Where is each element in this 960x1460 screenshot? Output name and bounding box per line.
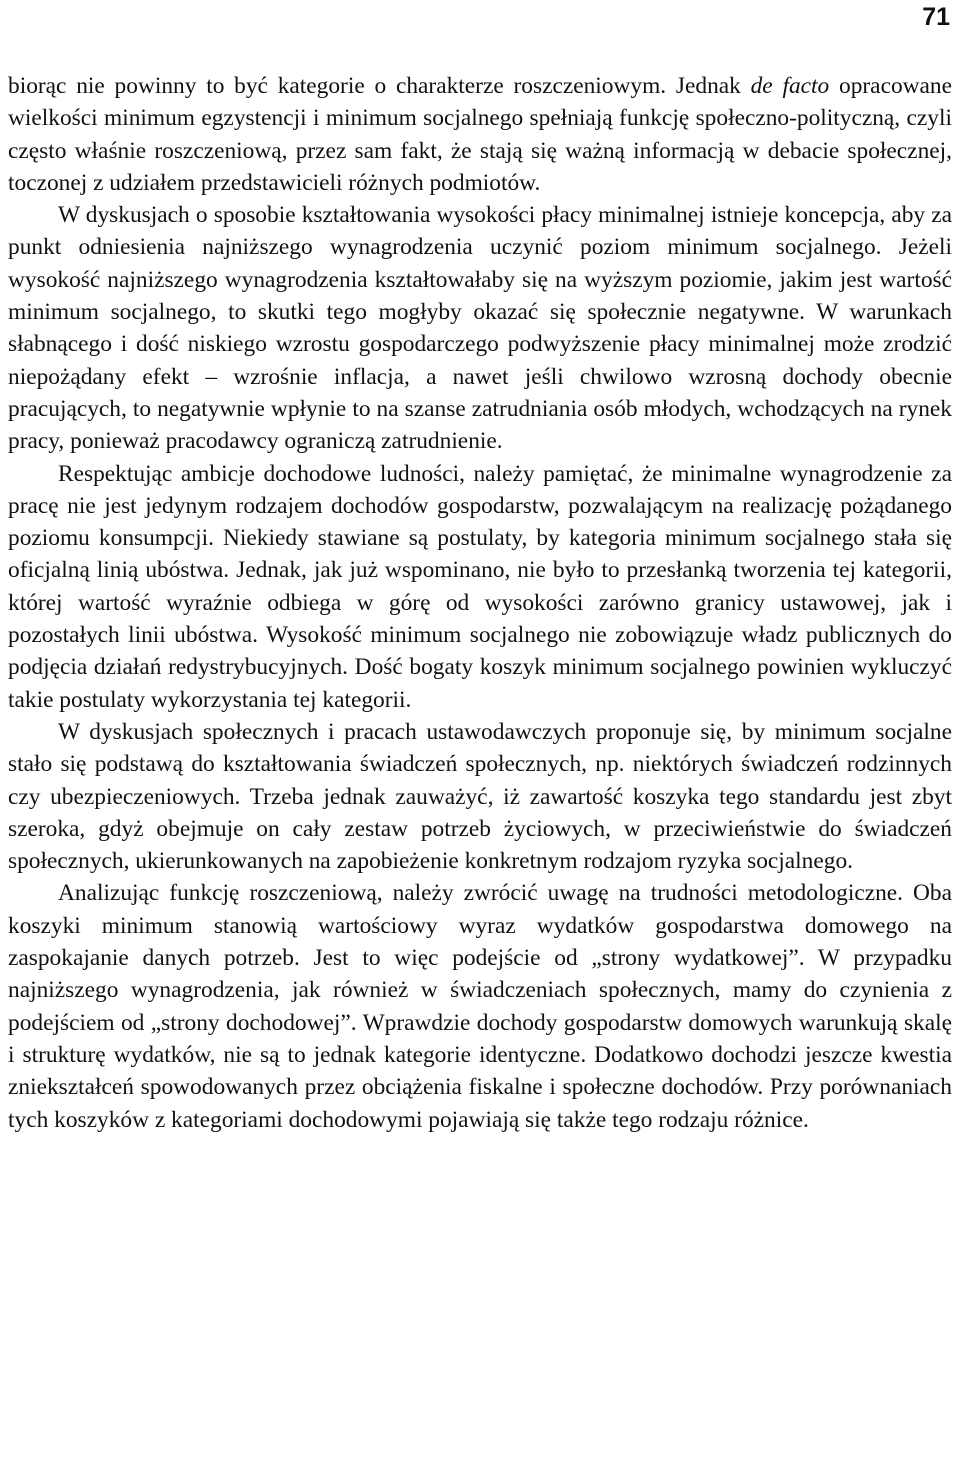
page-number: 71 (922, 3, 950, 31)
text-run: W dyskusjach o sposobie kształtowania wysokości płacy minimalnej istnieje koncepcja, aby za punkt odniesienia najniższego wynagrodzenia uczynić poziom minimum socjalnego. Jeżeli wysokość najniższego wynagrodzenia kształtowałaby się na wyższym poziomie, jakim jest wartość minimum socjalnego, to skutki tego mogłyby okazać się społecznie negatywne. W warunkach słabnącego i dość niskiego wzrostu gospodarczego podwyższenie płacy minimalnej może zrodzić niepożądany efekt – wzrośnie inflacja, a nawet jeśli chwilowo wzrosną dochody obecnie pracujących, to negatywnie wpłynie to na szanse zatrudniania osób młodych, wchodzących na rynek pracy, ponieważ pracodawcy ograniczą zatrudnienie. (8, 202, 952, 455)
italic-phrase: de facto (750, 73, 830, 99)
text-run: W dyskusjach społecznych i pracach ustawodawczych proponuje się, by minimum socjalne stało się podstawą do kształtowania świadczeń społecznych, np. niektórych świadczeń rodzinnych czy ubezpieczeniowych. Trzeba jednak zauważyć, iż zawartość koszyka tego standardu jest zbyt szeroka, gdyż obejmuje on cały zestaw potrzeb życiowych, w przeciwieństwie do świadczeń społecznych, ukierunkowanych na zapobieżenie konkretnym rodzajom ryzyka socjalnego. (8, 718, 952, 875)
paragraph (8, 199, 952, 457)
paragraph (8, 716, 952, 877)
paragraph (8, 458, 952, 716)
text-run: biorąc nie powinny to być kategorie o charakterze roszczeniowym. Jednak (8, 73, 751, 99)
text-run: Analizując funkcję roszczeniową, należy zwrócić uwagę na trudności metodologiczne. Oba koszyki minimum stanowią wartościowy wyraz wydatków gospodarstwa domowego na zaspokajanie danych potrzeb. Jest to więc podejście od „strony wydatkowej”. W przypadku najniższego wynagrodzenia, jak również w świadczeniach społecznych, mamy do czynienia z podejściem od „strony dochodowej”. Wprawdzie dochody gospodarstw domowych warunkują skalę i strukturę wydatków, nie są to jednak kategorie identyczne. Dodatkowo dochodzi jeszcze kwestia zniekształceń spowodowanych przez obciążenia fiskalne i społeczne dochodów. Przy porównaniach tych koszyków z kategoriami dochodowymi pojawiają się także tego rodzaju różnice. (8, 880, 952, 1133)
paragraph (8, 877, 952, 1135)
body-text (8, 70, 952, 1136)
paragraph (8, 70, 952, 199)
text-run: opracowane wielkości minimum egzystencji i minimum socjalnego spełniają funkcję społeczno-polityczną, czyli często właśnie roszczeniową, przez sam fakt, że stają się ważną informacją w debacie społecznej, toczonej z udziałem przedstawicieli różnych podmiotów. (8, 73, 952, 196)
text-run: Respektując ambicje dochodowe ludności, należy pamiętać, że minimalne wynagrodzenie za pracę nie jest jedynym rodzajem dochodów gospodarstw, pozwalającym na realizację pożądanego poziomu konsumpcji. Niekiedy stawiane są postulaty, by kategoria minimum socjalnego stała się oficjalną linią ubóstwa. Jednak, jak już wspominano, nie było to przesłanką tworzenia tej kategorii, której wartość wyraźnie odbiega w górę od wysokości zarówno granicy ustawowej, jak i pozostałych linii ubóstwa. Wysokość minimum socjalnego nie zobowiązuje władz publicznych do podjęcia działań redystrybucyjnych. Dość bogaty koszyk minimum socjalnego powinien wykluczyć takie postulaty wykorzystania tej kategorii. (8, 460, 952, 713)
